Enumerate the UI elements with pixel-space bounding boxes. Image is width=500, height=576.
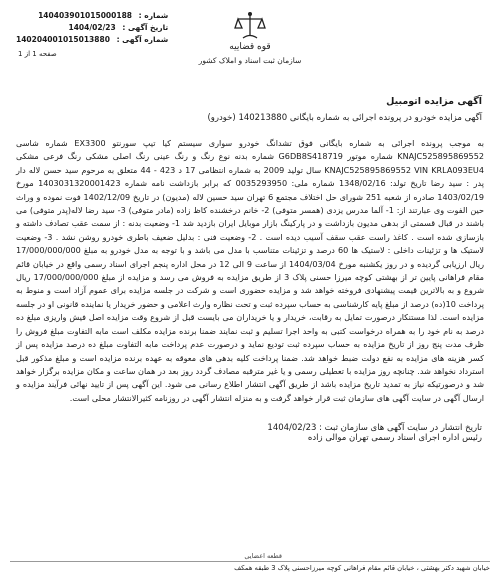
meta-date-value: 1404/02/23 xyxy=(68,23,116,32)
notice-body: به موجب پرونده اجرائی به شماره بایگانی فوق تشدانگ خودرو سواری سیستم کیا تیپ سورنتو EX3300 شماره شاسی KNAJC525895869552 شماره موتور G6DB8S418719 شماره بدنه نوع رنگ و رنگ عینی رنگ اصلی مشکی رنگ فرعی مشکی KNAJC525895869552 VIN KRLA093EU4 سال تولید 2009 به شماره انتظامی 17 د 423 - 44 متعلق به مرحوم سید حسن لاله دار پدر : سید رضا تاریخ تولد: 1348/02/16 شماره ملی: 0035293950 که برابر بازداشت نامه شماره 1403031320001423 مورخ 1403/02/19 صادره از شعبه 251 شورای حل اختلاف مجتمع 6 تهران سید حسین لاله (مدیون) در تاریخ 1402/12/09 فوت نموده و وراث حین الفوت وی عبارتند از: 1- آلما مدرس یزدی (همسر متوفی) 2- خانم درخشنده کاظ زاده (مادر متوفی) 3- سید رضا لاله(پدر متوفی) می باشند در قبال قسمتی از بدهی مدیون بازداشت و در پارکینگ بازار موبایل ایران بازدید شد 1- وضعیت بدنه : از سمت عقب تصادف داشته و بازسازی شده است . کاغذ راست عقب سقف آسیب دیده است . 2- وضعیت فنی : بدلیل ضعیف باطری خودرو روشن نشد . 3- وضعیت لاستیک ها و تزئینات داخلی : لاستیک ها 60 درصد و تزئینات متناسب با مدل می باشد و با توجه به مدل خودرو به مبلغ 17/000/000/000 ریال ارزیابی گردیده و در روز یکشنبه مورخ 1404/03/04 از ساعت 9 الی 12 در محل اداره پنجم اجرای اسناد رسمی واقع در خیابان قائم مقام فراهانی پایین تر از بهشتی کوچه میرزا حسنی پلاک 3 از طریق مزایده به فروش می رسد و مزایده از مبلغ 17/000/000/000 ریال شروع و به بالاترین قیمت پیشنهادی فروخته خواهد شد و مزایده حضوری است و شرکت در جلسه مزایده برای عموم آزاد است و منوط به پرداخت 10(ده) درصد از مبلغ پایه کارشناسی به حساب سپرده ثبت و تحت نظاره وارث اعلامی و حضور خریدار یا نماینده قانونی او در جلسه مزایده است. لذا مستنکار درصورت تمایل به رقابت، خریدار و یا خریداران می بایست قبل از شروع وقت مزایده اصل فیش واریزی مبلغ ده درصد به نام خود را به همراه درخواست کتبی به واحد اجرا تسلیم و ثبت نمایند ضمنا برنده مزایده مکلف است مابه التفاوت مبلغ فروش را ظرف مدت پنج روز از تاریخ مزایده به حساب سپرده ثبت تودیع نماید و درصورت عدم پرداخت مابه التفاوت مبلغ ده درصد مزایده پس از کسر هزینه های مزایده به نفع دولت ضبط خواهد شد. ضمنا پرداخت کلیه بدهی های معوقه به عهده برنده مزایده است و مبلغ مذکور قبل استرداد نخواهد شد. چنانچه روز مزایده با تعطیلی رسمی و یا غیر مترقبه مصادف گردد روز بعد در همان ساعت و مکان مزایده برگزار خواهد شد و درصورتیکه نیاز به تمدید تاریخ مزایده باشد از طریق آگهی انتشار اطلاع رسانی می شود. این آگهی پس از تایید نهائی فرآیند مزایده و ارسال آگهی در سایت آگهی های سازمان ثبت قرار خواهد گرفت و به منزله انتشار آگهی در روزنامه کثیرالانتشار محلی است. xyxy=(16,138,485,403)
meta-date-label: تاریخ آگهی : xyxy=(122,23,169,32)
document-header xyxy=(10,6,490,88)
meta-number-label: شماره : xyxy=(138,11,169,20)
office-label: قطعه اعضایی xyxy=(244,552,282,560)
organization-label: سازمان ثبت اسناد و املاک کشور xyxy=(198,56,302,65)
signer-line: رئیس اداره اجرای اسناد رسمی تهران موالی زاده xyxy=(307,433,482,444)
notice-title: آگهی مزایده اتومبیل xyxy=(386,96,482,107)
document-meta xyxy=(16,10,168,46)
page-number: صفحه 1 از 1 xyxy=(18,50,57,58)
meta-number-row xyxy=(16,10,168,22)
meta-notice-value: 140204001015013880 xyxy=(16,35,110,44)
notice-subtitle: آگهی مزایده خودرو در پرونده اجرائی به شماره بایگانی 140213880 (خودرو) xyxy=(207,113,482,123)
judiciary-emblem-icon xyxy=(233,10,267,42)
judiciary-label: قوه قضاییه xyxy=(229,42,271,52)
meta-date-row xyxy=(16,22,168,34)
office-address: خیابان شهید دکتر بهشتی ، خیابان قائم مقام فراهانی کوچه میرزاحسنی پلاک 3 طبقه همکف xyxy=(10,561,490,572)
meta-number-value: 140403901015000188 xyxy=(38,11,133,20)
meta-notice-label: شماره آگهی : xyxy=(116,35,169,44)
publish-date-line: تاریخ انتشار در سایت آگهی های سازمان ثبت : 1404/02/23 xyxy=(267,423,482,434)
meta-notice-row xyxy=(16,34,168,46)
